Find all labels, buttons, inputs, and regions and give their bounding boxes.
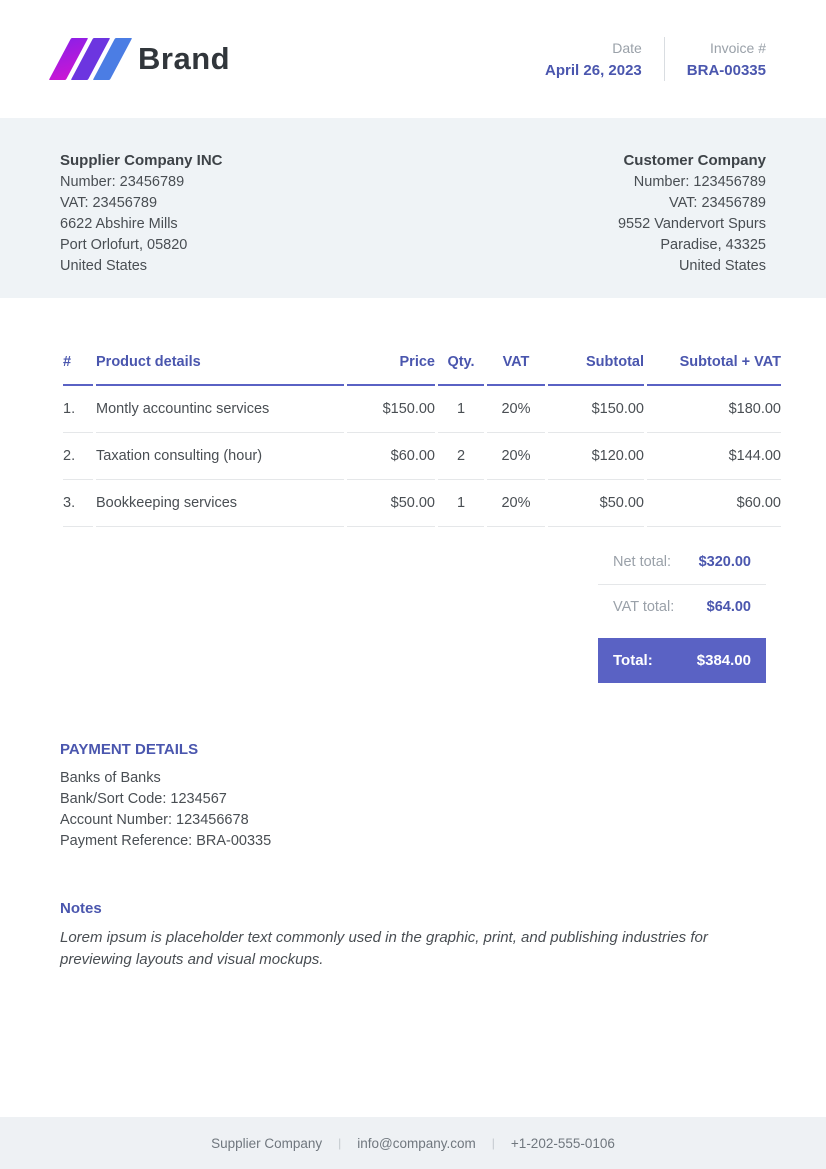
item-qty: 1 [438,386,484,433]
supplier-line: Port Orlofurt, 05820 [60,237,188,253]
date-value: April 26, 2023 [545,61,642,79]
notes-title: Notes [60,900,102,917]
customer-line: VAT: 23456789 [668,195,766,211]
supplier-line: VAT: 23456789 [60,195,158,211]
grand-total-row [598,638,766,683]
table-row [63,480,781,527]
column-header-qty: Qty. [438,346,484,386]
parties-section [0,118,826,298]
grand-total-value: $384.00 [696,652,751,669]
invoice-body [0,298,826,1117]
item-subtotal-vat: $144.00 [647,433,781,480]
vat-total-value: $64.00 [706,599,751,615]
column-header-product: Product details [96,346,344,386]
supplier-line: 6622 Abshire Mills [60,216,178,232]
vat-total-label: VAT total: [613,599,675,615]
footer-divider: | [491,1136,495,1150]
item-price: $60.00 [347,433,435,480]
customer-info [618,150,766,298]
brand-logo [60,38,230,80]
supplier-info [60,150,223,298]
payment-details-title: PAYMENT DETAILS [60,741,199,758]
payment-reference: Payment Reference: BRA-00335 [60,833,272,849]
net-total-value: $320.00 [698,554,751,570]
item-subtotal: $150.00 [548,386,644,433]
net-total-label: Net total: [613,554,672,570]
footer-divider: | [338,1136,342,1150]
totals-section [598,540,766,683]
invoice-meta [545,37,766,81]
table-row [63,386,781,433]
item-number: 3. [63,480,93,527]
notes-section [60,900,766,971]
vat-total-row [598,585,766,629]
item-number: 1. [63,386,93,433]
customer-line: 9552 Vandervort Spurs [617,216,766,232]
net-total-row [598,540,766,584]
footer-company: Supplier Company [211,1135,323,1151]
item-price: $50.00 [347,480,435,527]
date-label: Date [612,39,642,56]
column-header-subtotal-vat: Subtotal + VAT [647,346,781,386]
footer-phone: +1-202-555-0106 [510,1135,615,1151]
item-vat: 20% [487,480,545,527]
column-header-subtotal: Subtotal [548,346,644,386]
payment-details-section [60,741,766,852]
item-qty: 2 [438,433,484,480]
item-subtotal-vat: $60.00 [647,480,781,527]
table-row [63,433,781,480]
item-subtotal: $50.00 [548,480,644,527]
grand-total-label: Total: [613,652,653,669]
item-qty: 1 [438,480,484,527]
customer-line: United States [678,258,766,274]
invoice-number-value: BRA-00335 [686,61,766,79]
brand-name: Brand [138,41,231,76]
payment-account: Account Number: 123456678 [60,812,249,828]
item-vat: 20% [487,433,545,480]
item-price: $150.00 [347,386,435,433]
supplier-name: Supplier Company INC [60,152,223,169]
column-header-number: # [63,346,93,386]
customer-line: Number: 123456789 [633,174,766,190]
invoice-number [687,40,766,79]
page-footer [0,1117,826,1169]
column-header-vat: VAT [487,346,545,386]
item-product: Montly accountinc services [96,386,344,433]
invoice-date [545,40,642,79]
payment-bank-name: Banks of Banks [60,770,161,786]
customer-name: Customer Company [623,152,766,169]
footer-email: info@company.com [357,1135,476,1151]
item-vat: 20% [487,386,545,433]
item-number: 2. [63,433,93,480]
invoice-header [0,0,826,118]
supplier-line: United States [60,258,148,274]
column-header-price: Price [347,346,435,386]
brand-logo-icon [60,38,126,80]
table-header-row [63,346,781,386]
customer-line: Paradise, 43325 [660,237,766,253]
meta-divider [664,37,665,81]
item-subtotal-vat: $180.00 [647,386,781,433]
supplier-line: Number: 23456789 [60,174,185,190]
payment-sort-code: Bank/Sort Code: 1234567 [60,791,227,807]
invoice-number-label: Invoice # [709,39,766,56]
item-product: Bookkeeping services [96,480,344,527]
notes-text: Lorem ipsum is placeholder text commonly used in the graphic, print, and publishing industries for previewing layouts and visual mockups. [60,929,708,968]
line-items-table [60,346,784,527]
item-product: Taxation consulting (hour) [96,433,344,480]
item-subtotal: $120.00 [548,433,644,480]
